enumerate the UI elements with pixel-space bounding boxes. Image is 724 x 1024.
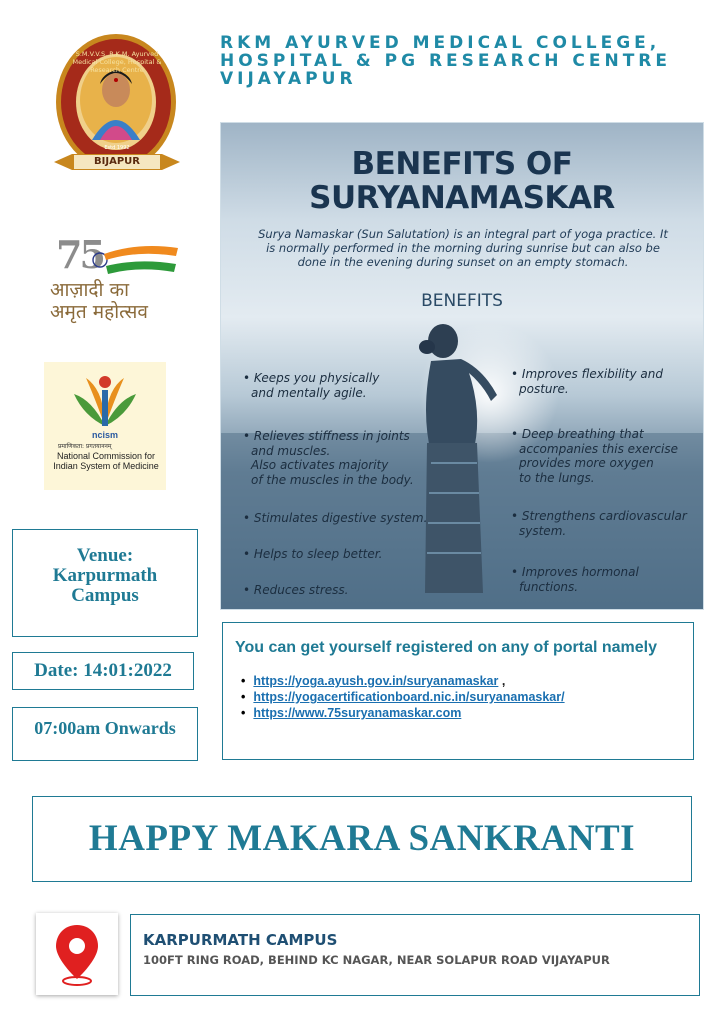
benefit-left-3: • Stimulates digestive system. <box>243 511 427 526</box>
venue-label: Venue: <box>76 545 134 566</box>
benefit-right-2: • Deep breathing that accompanies this exercise provides more oxygen to the lungs. <box>511 427 678 485</box>
poster-intro-line-2: is normally performed in the morning during sunrise but can also be <box>266 241 660 255</box>
ncism-hindi-motto: प्रमाणिकता: प्रगतयाननम् <box>58 443 112 450</box>
registration-link-item: • https://yoga.ayush.gov.in/suryanamaskar , <box>243 673 565 689</box>
registration-links-list <box>227 673 565 721</box>
address-line-2: 100FT RING ROAD, BEHIND KC NAGAR, NEAR SOLAPUR ROAD VIJAYAPUR <box>143 953 610 967</box>
seal-estd: Estd 1992 <box>104 145 130 151</box>
link-yoga-certification-board[interactable]: https://yogacertificationboard.nic.in/suryanamaskar/ <box>253 690 565 704</box>
college-name <box>220 34 710 88</box>
venue-line-1: Karpurmath <box>52 565 158 586</box>
registration-link-item <box>243 689 565 705</box>
address-box <box>130 914 700 996</box>
college-line-3: VIJAYAPUR <box>220 69 357 89</box>
location-pin-card <box>36 913 118 995</box>
seal-ring-text: S.M.V.V.S. R.K.M. Ayurved Medical College, Hospital & Research Centre <box>72 50 162 74</box>
registration-box <box>222 622 694 760</box>
benefit-left-4: • Helps to sleep better. <box>243 547 382 562</box>
poster-title <box>221 147 703 215</box>
benefit-right-4: • Improves hormonal functions. <box>511 565 639 594</box>
date-box <box>12 652 194 690</box>
time-box <box>12 707 198 761</box>
college-line-2: HOSPITAL & PG RESEARCH CENTRE <box>220 51 672 71</box>
azadi-hindi-line-2: अमृत महोत्सव <box>50 301 148 323</box>
date-text: Date: 14:01:2022 <box>34 660 172 681</box>
tricolor-flag-icon <box>88 242 180 276</box>
location-pin-icon <box>36 913 118 995</box>
poster-intro-line-1: Surya Namaskar (Sun Salutation) is an integral part of yoga practice. It <box>258 227 668 241</box>
festival-text: HAPPY MAKARA SANKRANTI <box>88 818 636 859</box>
link-75-suryanamaskar[interactable]: https://www.75suryanamaskar.com <box>253 706 462 720</box>
benefit-left-2: • Relieves stiffness in joints and muscles. Also activates majority of the muscles in the body. <box>243 429 414 487</box>
azadi-number: 75 <box>56 232 103 277</box>
venue-box <box>12 529 198 637</box>
ncism-mark: ncism <box>91 430 118 440</box>
benefit-left-5: • Reduces stress. <box>243 583 349 598</box>
address-line-1: KARPURMATH CAMPUS <box>143 931 338 949</box>
ncism-logo <box>44 362 166 490</box>
college-seal-logo <box>52 30 182 190</box>
ncism-full-name: National Commission for Indian System of Medicine <box>53 451 159 471</box>
link-yoga-ayush[interactable]: https://yoga.ayush.gov.in/suryanamaskar <box>253 674 499 688</box>
benefit-right-3: • Strengthens cardiovascular system. <box>511 509 687 538</box>
seal-ribbon-text: BIJAPUR <box>94 156 140 167</box>
festival-banner <box>32 796 692 882</box>
time-text: 07:00am Onwards <box>34 718 176 738</box>
benefit-left-1: • Keeps you physically and mentally agile. <box>243 371 379 400</box>
poster-intro-line-3: done in the evening during sunset on an empty stomach. <box>297 255 629 269</box>
poster-title-line-2: SURYANAMASKAR <box>309 180 615 216</box>
azadi-hindi-line-1: आज़ादी का <box>50 279 129 301</box>
ncism-emblem-icon <box>64 366 146 438</box>
benefit-right-1: • Improves flexibility and posture. <box>511 367 663 396</box>
benefits-heading: BENEFITS <box>421 291 503 311</box>
registration-link-item <box>243 705 565 721</box>
azadi-ka-amrit-mahotsav-logo <box>48 232 182 324</box>
college-line-1: RKM AYURVED MEDICAL COLLEGE, <box>220 33 661 53</box>
venue-line-2: Campus <box>71 585 139 606</box>
suryanamaskar-poster <box>220 122 704 610</box>
registration-heading: You can get yourself registered on any of portal namely <box>235 639 658 656</box>
poster-intro <box>245 227 681 269</box>
poster-title-line-1: BENEFITS OF <box>351 146 573 182</box>
